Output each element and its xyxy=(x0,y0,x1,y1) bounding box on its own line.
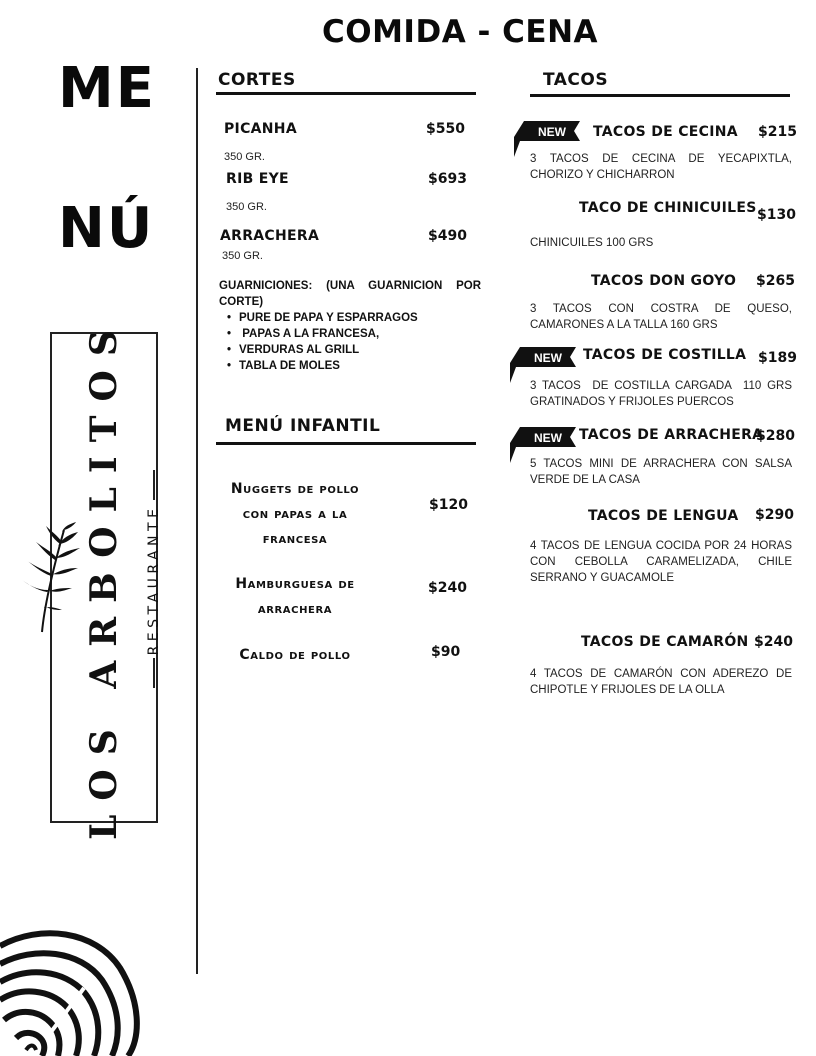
kid-item-line: con papas a la xyxy=(242,506,348,522)
corte-name: RIB EYE xyxy=(226,171,289,187)
infantil-title: MENÚ INFANTIL xyxy=(225,416,381,436)
kid-item-line: Caldo de pollo xyxy=(239,647,351,663)
taco-name: TACOS DE LENGUA xyxy=(588,508,739,524)
taco-desc: 5 TACOS MINI DE ARRACHERA CON SALSA VERDE DE LA CASA xyxy=(530,458,792,486)
corte-name: ARRACHERA xyxy=(220,228,320,244)
menu-word-line1: ME xyxy=(58,56,156,121)
kid-item-line: Nuggets de pollo xyxy=(230,481,360,497)
taco-desc: 3 TACOS CON COSTRA DE QUESO, CAMARONES A LA TALLA 160 GRS xyxy=(530,303,792,331)
corte-name: PICANHA xyxy=(224,121,297,137)
corte-price: $550 xyxy=(426,121,465,137)
column-divider xyxy=(196,68,198,974)
taco-price: $290 xyxy=(755,507,794,523)
page-title: COMIDA - CENA xyxy=(321,14,599,50)
kid-item-line: francesa xyxy=(262,531,328,547)
kid-price: $240 xyxy=(428,580,467,596)
taco-name: TACOS DE COSTILLA xyxy=(583,347,747,363)
kid-item xyxy=(208,572,382,622)
menu-word-line2: NÚ xyxy=(58,196,155,261)
guarnicion-item: • TABLA DE MOLES xyxy=(223,358,481,374)
corte-weight: 350 GR. xyxy=(226,201,267,213)
taco-name: TACOS DON GOYO xyxy=(591,273,737,289)
cortes-rule xyxy=(216,92,476,95)
taco-price: $240 xyxy=(754,634,793,650)
kid-item xyxy=(208,477,382,552)
kid-price: $120 xyxy=(429,497,468,513)
guarniciones-heading: GUARNICIONES: (UNA GUARNICION POR CORTE) xyxy=(219,280,481,308)
taco-price: $215 xyxy=(758,124,797,140)
new-badge-label: NEW xyxy=(534,431,562,445)
kid-item-line: Hamburguesa de xyxy=(235,576,355,592)
taco-desc: 3 TACOS DE COSTILLA CARGADA 110 GRS GRATINADOS Y FRIJOLES PUERCOS xyxy=(530,380,796,408)
kid-item xyxy=(208,643,382,668)
corte-price: $693 xyxy=(428,171,467,187)
corte-weight: 350 GR. xyxy=(224,151,265,163)
taco-desc: CHINICUILES 100 GRS xyxy=(530,237,654,249)
taco-price: $189 xyxy=(758,350,797,366)
infantil-rule xyxy=(216,442,476,445)
restaurant-name: LOS ARBOLITOS xyxy=(83,316,125,840)
guarnicion-item: • PURE DE PAPA Y ESPARRAGOS xyxy=(223,310,481,326)
taco-desc: 4 TACOS DE LENGUA COCIDA POR 24 HORAS CON CEBOLLA CARAMELIZADA, CHILE SERRANO Y GUACAMOLE xyxy=(530,540,792,584)
guarniciones-list xyxy=(223,310,481,374)
corte-price: $490 xyxy=(428,228,467,244)
new-badge-label: NEW xyxy=(538,125,566,139)
corte-weight: 350 GR. xyxy=(222,250,263,262)
new-badge-label: NEW xyxy=(534,351,562,365)
taco-name: TACOS DE CECINA xyxy=(593,124,738,140)
subtitle-line-top xyxy=(153,470,155,500)
kid-item-line: arrachera xyxy=(257,601,333,617)
taco-name: TACO DE CHINICUILES xyxy=(579,200,757,216)
restaurant-subtitle: RESTAURANTE xyxy=(146,504,162,656)
tacos-title: TACOS xyxy=(543,70,609,90)
guarniciones-block xyxy=(219,278,481,374)
taco-name: TACOS DE ARRACHERA xyxy=(579,427,764,443)
guarnicion-item: • PAPAS A LA FRANCESA, xyxy=(223,326,481,342)
tree-rings-icon xyxy=(0,928,145,1056)
tacos-rule xyxy=(530,94,790,97)
taco-price: $130 xyxy=(757,207,796,223)
leaf-branch-icon xyxy=(20,520,82,636)
taco-desc: 4 TACOS DE CAMARÓN CON ADEREZO DE CHIPOTLE Y FRIJOLES DE LA OLLA xyxy=(530,668,792,696)
taco-desc: 3 TACOS DE CECINA DE YECAPIXTLA, CHORIZO Y CHICHARRON xyxy=(530,153,792,181)
subtitle-line-bottom xyxy=(153,658,155,688)
guarnicion-item: • VERDURAS AL GRILL xyxy=(223,342,481,358)
taco-price: $280 xyxy=(756,428,795,444)
taco-price: $265 xyxy=(756,273,795,289)
kid-price: $90 xyxy=(431,644,461,660)
cortes-title: CORTES xyxy=(218,70,296,90)
taco-name: TACOS DE CAMARÓN xyxy=(581,634,749,650)
